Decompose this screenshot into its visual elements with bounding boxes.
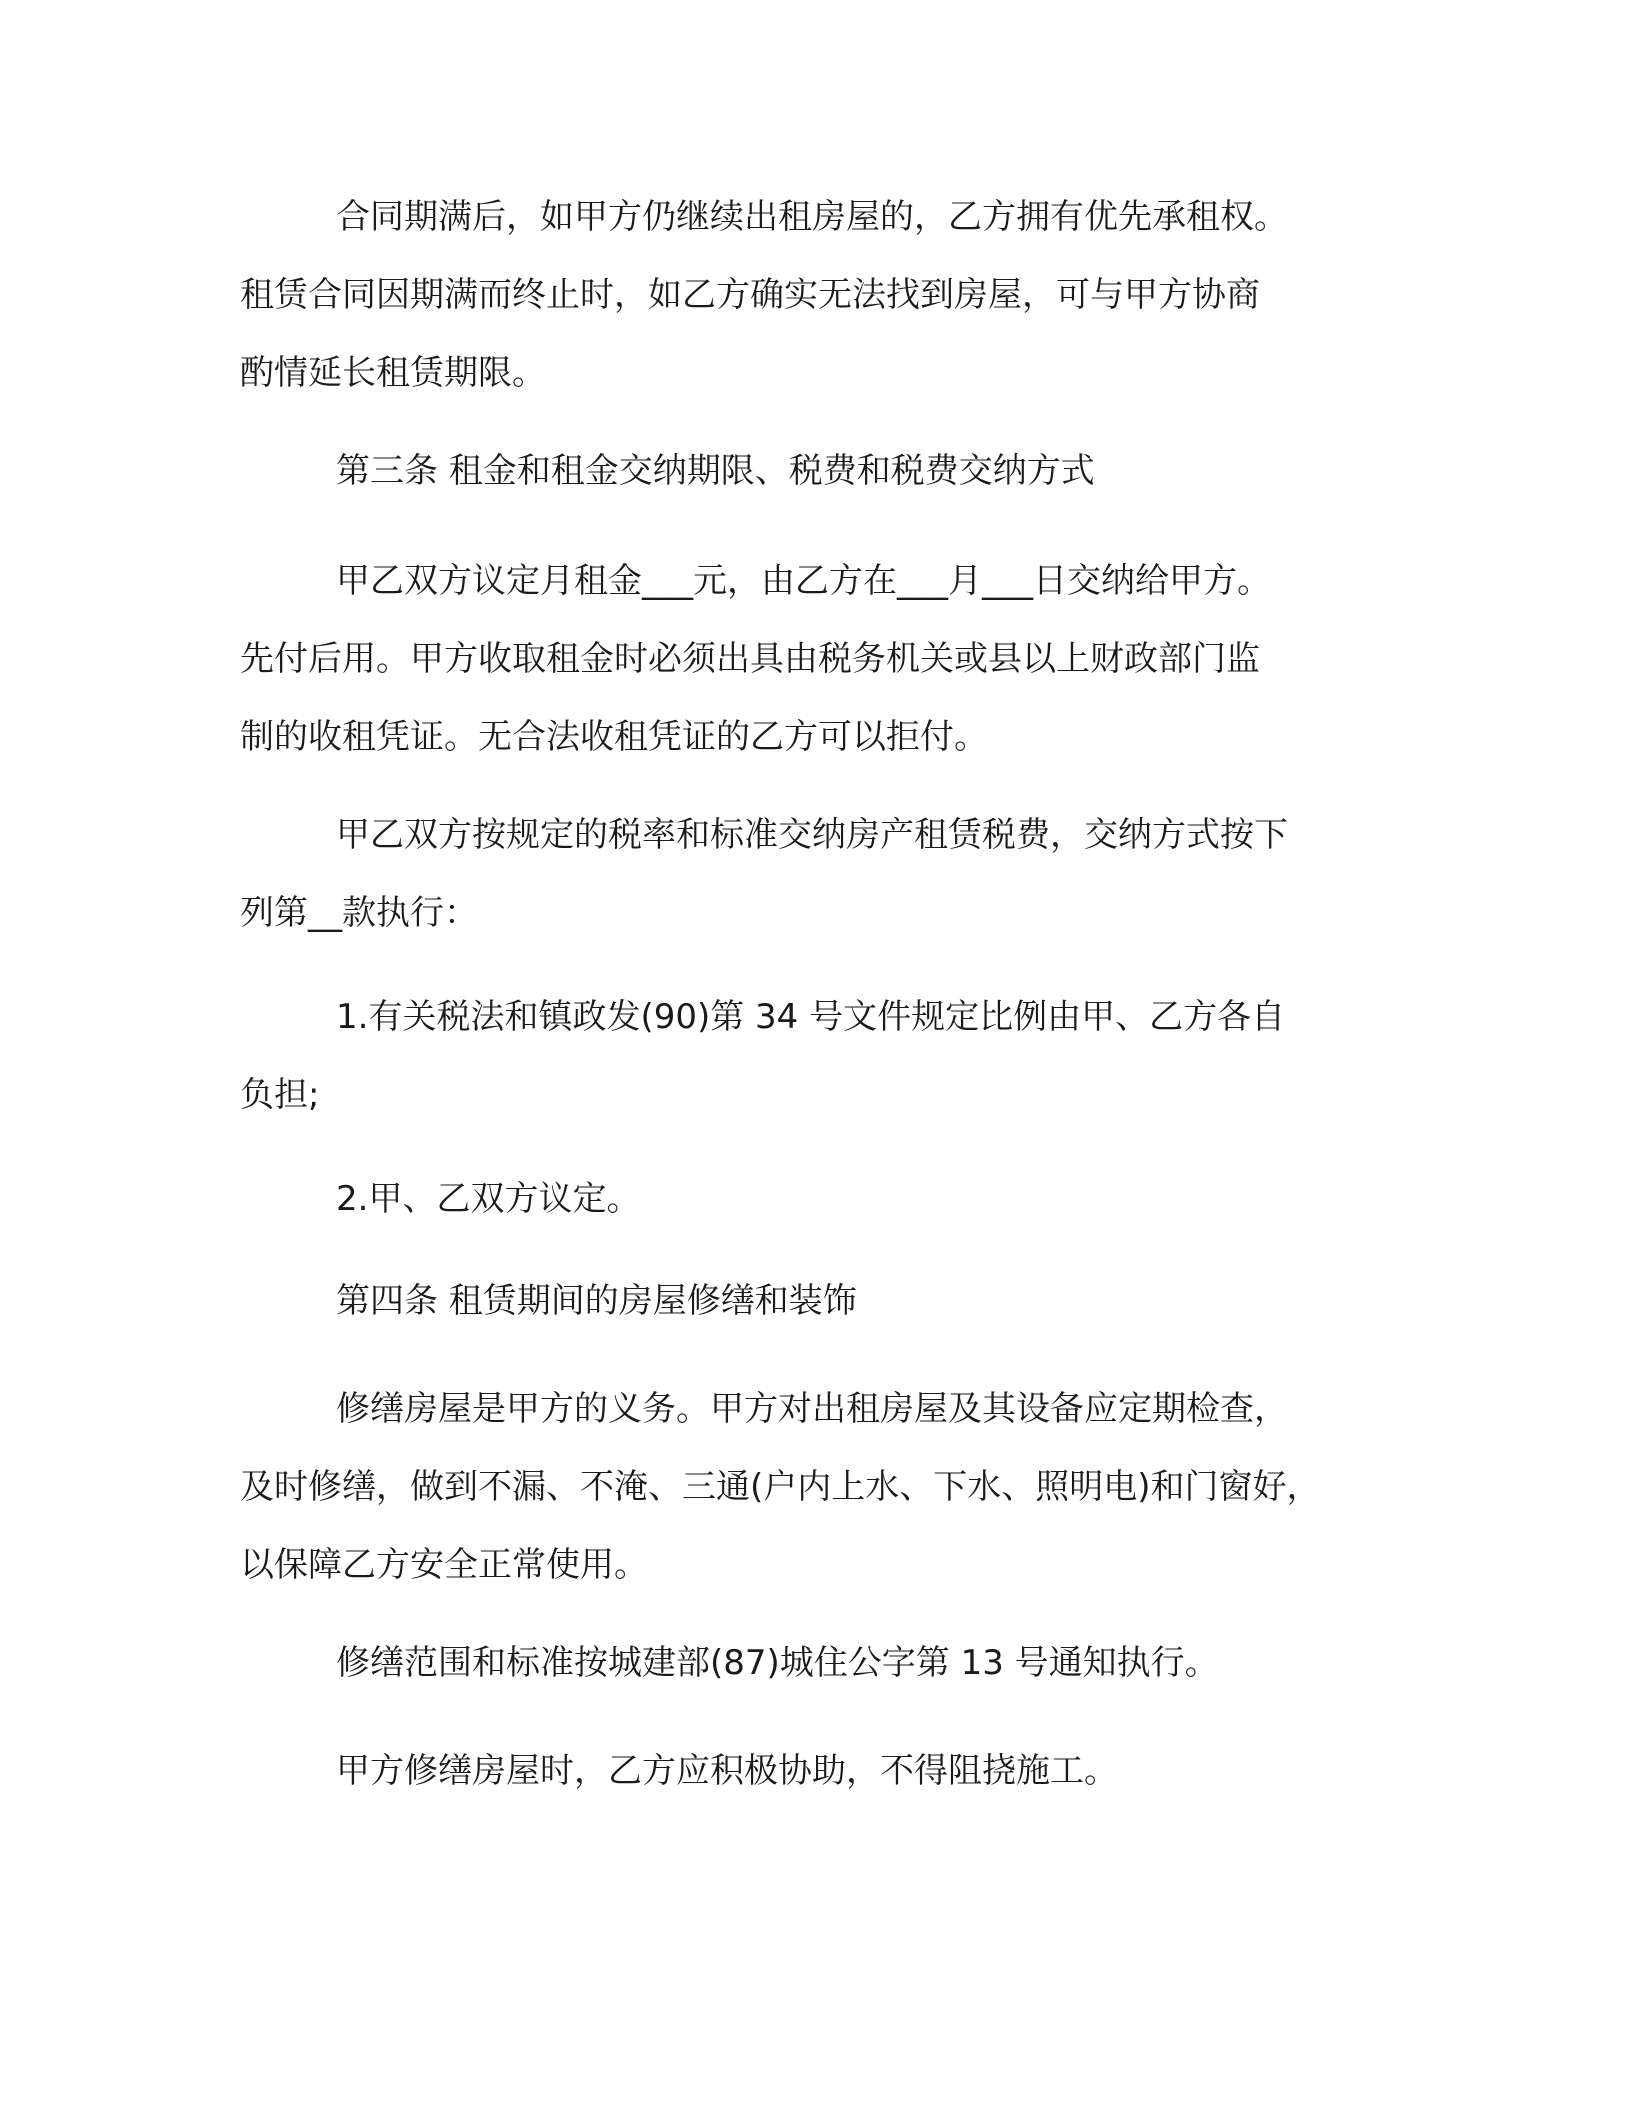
heading-text: 第四条 租赁期间的房屋修缮和装饰 — [336, 1281, 857, 1321]
text-line: 2.甲、乙双方议定。 — [336, 1179, 641, 1219]
text-line: 负担; — [240, 1075, 320, 1115]
text-line: 甲方修缮房屋时，乙方应积极协助，不得阻挠施工。 — [336, 1751, 1118, 1791]
text-line: 以保障乙方安全正常使用。 — [240, 1545, 648, 1585]
article-3-heading — [240, 432, 1410, 510]
list-item-2 — [240, 1160, 1410, 1238]
paragraph-repair-duty — [240, 1370, 1410, 1604]
heading-text: 第三条 租金和租金交纳期限、税费和税费交纳方式 — [336, 451, 1095, 491]
paragraph-renewal-priority — [240, 178, 1410, 412]
article-4-heading — [240, 1262, 1410, 1340]
text-line: 列第__款执行： — [240, 893, 478, 933]
text-line: 制的收租凭证。无合法收租凭证的乙方可以拒付。 — [240, 717, 988, 757]
text-line: 甲乙双方按规定的税率和标准交纳房产租赁税费，交纳方式按下 — [336, 815, 1288, 855]
list-item-1 — [240, 978, 1410, 1134]
text-line: 修缮范围和标准按城建部(87)城住公字第 13 号通知执行。 — [336, 1643, 1219, 1683]
text-line: 及时修缮，做到不漏、不淹、三通(户内上水、下水、照明电)和门窗好， — [240, 1467, 1321, 1507]
text-line: 修缮房屋是甲方的义务。甲方对出租房屋及其设备应定期检查， — [336, 1389, 1288, 1429]
text-line: 1.有关税法和镇政发(90)第 34 号文件规定比例由甲、乙方各自 — [336, 997, 1286, 1037]
paragraph-repair-scope — [240, 1624, 1410, 1702]
paragraph-tax-payment — [240, 796, 1410, 952]
text-line: 甲乙双方议定月租金___元，由乙方在___月___日交纳给甲方。 — [336, 561, 1271, 601]
paragraph-repair-cooperation — [240, 1732, 1410, 1810]
text-line: 先付后用。甲方收取租金时必须出具由税务机关或县以上财政部门监 — [240, 639, 1260, 679]
text-line: 合同期满后，如甲方仍继续出租房屋的，乙方拥有优先承租权。 — [336, 197, 1288, 237]
paragraph-rent-payment — [240, 542, 1410, 776]
text-line: 租赁合同因期满而终止时，如乙方确实无法找到房屋，可与甲方协商 — [240, 275, 1260, 315]
text-line: 酌情延长租赁期限。 — [240, 353, 546, 393]
